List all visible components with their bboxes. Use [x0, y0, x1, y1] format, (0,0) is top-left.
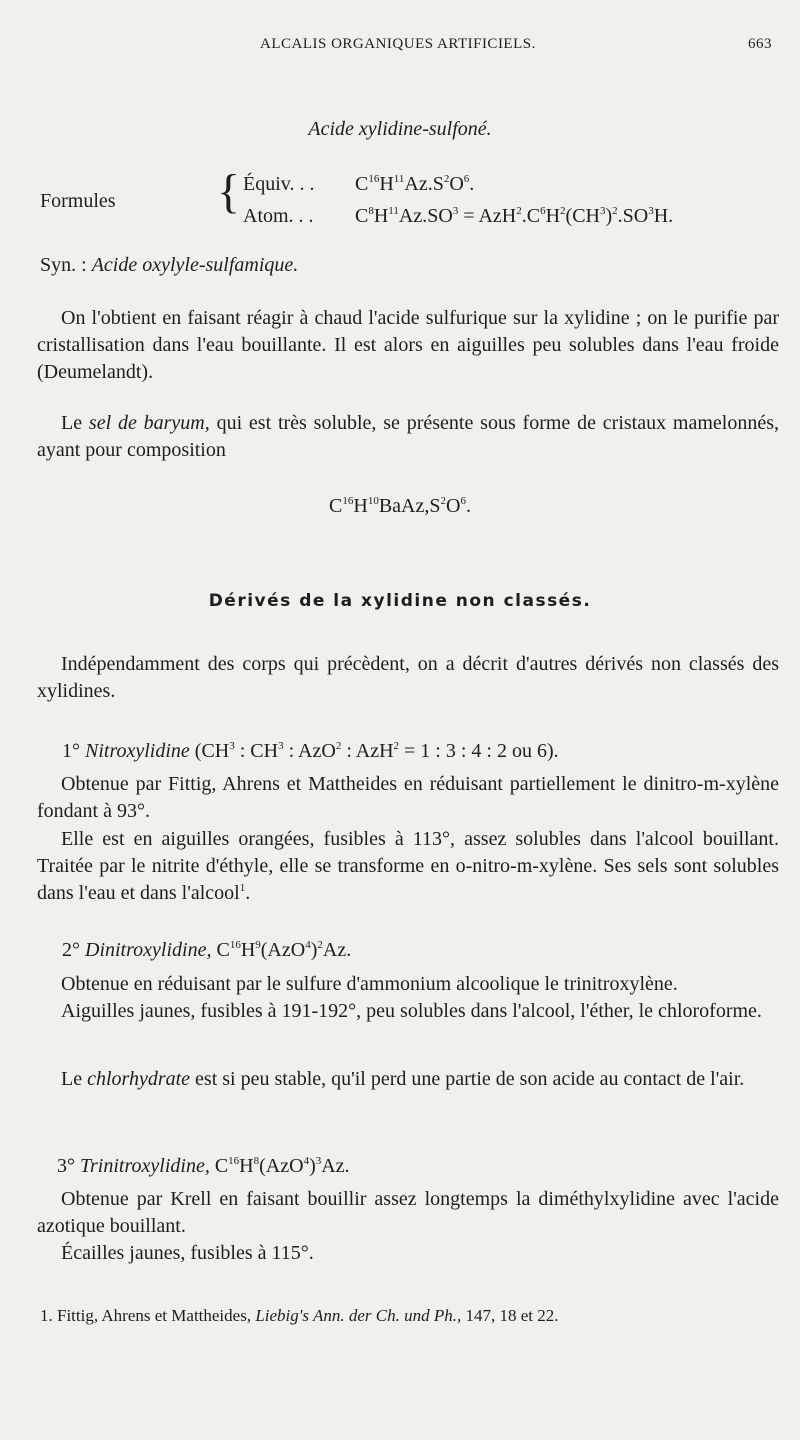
formula-text: : CH [234, 740, 279, 762]
left-brace: { [217, 165, 241, 218]
item1-paragraph-1: Obtenue par Fittig, Ahrens et Mattheides en réduisant partiellement le dinitro-m-xylène fondant à 93°. [37, 773, 779, 822]
formula-superscript: 6 [463, 173, 470, 185]
formula-text: H [379, 173, 394, 195]
footnote-authors: Fittig, Ahrens et Mattheides, [52, 1306, 256, 1325]
footnote-ref: 1 [239, 882, 246, 894]
formula-text: H [239, 1155, 254, 1177]
page-number: 663 [748, 36, 772, 52]
chlorhydrate-term: chlorhydrate [87, 1068, 191, 1090]
formula-text: : AzH [341, 740, 394, 762]
formula-superscript: 16 [229, 939, 241, 951]
equiv-formula [355, 171, 474, 197]
formula-superscript: 2 [560, 205, 566, 217]
formula-superscript: 3 [648, 205, 654, 217]
item2-title [62, 937, 351, 963]
baryum-formula [0, 493, 800, 519]
formula-text: (AzO [260, 939, 306, 961]
formula-superscript: 16 [368, 173, 380, 185]
formula-superscript: 6 [540, 205, 546, 217]
formula-superscript: 2 [443, 173, 450, 185]
item3-title [57, 1153, 350, 1179]
formula-text: C [211, 939, 230, 961]
formula-text: H [240, 939, 256, 961]
formula-superscript: 2 [317, 939, 323, 951]
formula-superscript: 3 [452, 205, 459, 217]
formula-superscript: 11 [388, 205, 399, 217]
formula-superscript: 16 [228, 1155, 240, 1167]
formula-superscript: 16 [342, 495, 354, 507]
formula-text: Az.SO [398, 205, 453, 227]
formula-text: .C [521, 205, 541, 227]
formula-superscript: 4 [303, 1155, 310, 1167]
formula-text: . [465, 495, 471, 517]
formula-text: H [353, 495, 368, 517]
item3-paragraph-2: Écailles jaunes, fusibles à 115°. [61, 1242, 314, 1264]
syn-name: Acide oxylyle-sulfamique. [91, 254, 299, 276]
formula-text: Az.S [404, 173, 444, 195]
running-title: ALCALIS ORGANIQUES ARTIFICIELS. [260, 36, 536, 52]
item2-paragraph-2: Aiguilles jaunes, fusibles à 191-192°, peu solubles dans l'alcool, l'éther, le chloroforme. [61, 1000, 762, 1022]
formula-superscript: 8 [253, 1155, 260, 1167]
formulas-label: Formules [40, 190, 116, 212]
formula-text: ) [309, 1155, 316, 1177]
syn-prefix: Syn. : [40, 254, 92, 276]
item1-formula [190, 740, 559, 762]
item2-p3-start: Le [61, 1068, 88, 1090]
item2-paragraph-3 [37, 1066, 779, 1093]
formula-superscript: 2 [516, 205, 522, 217]
item2-name: Dinitroxylidine, [85, 939, 212, 961]
paragraph-intro: Indépendamment des corps qui précèdent, on a décrit d'autres dérivés non classés des xylidines. [37, 653, 779, 702]
formula-superscript: 3 [229, 740, 235, 752]
formula-text: H [545, 205, 561, 227]
formula-text: ) [605, 205, 613, 227]
para2-start: Le [61, 412, 89, 434]
item1-p2-text: Elle est en aiguilles orangées, fusibles à 113°, assez solubles dans l'alcool bouillant. Traitée par le nitrite d'éthyle, elle se transforme en o-nitro-m-xylène. Ses sels sont solubles dans l'eau et dans l'alcool [37, 828, 779, 904]
item3-name: Trinitroxylidine, [80, 1155, 210, 1177]
formula-superscript: 3 [278, 740, 284, 752]
formula-text: H [373, 205, 389, 227]
baryum-salt-term: sel de baryum, [88, 412, 210, 434]
formula-text: H. [653, 205, 674, 227]
formula-superscript: 11 [393, 173, 405, 185]
equiv-label: Équiv. . . [243, 173, 315, 195]
formula-text: . [469, 173, 475, 195]
formula-superscript: 2 [393, 740, 400, 752]
formula-superscript: 3 [599, 205, 606, 217]
item1-name: Nitroxylidine [85, 740, 190, 762]
formula-text: .SO [617, 205, 649, 227]
formula-text: C [209, 1155, 229, 1177]
formula-superscript: 9 [255, 939, 261, 951]
formula-superscript: 6 [460, 495, 466, 507]
synonym-line [40, 252, 298, 278]
item2-p3-rest: est si peu stable, qu'il perd une partie de son acide au contact de l'air. [190, 1068, 745, 1090]
formula-text: = AzH [458, 205, 517, 227]
formula-superscript: 2 [335, 740, 342, 752]
section-heading: Dérivés de la xylidine non classés. [208, 591, 592, 611]
formula-text: (CH [189, 740, 230, 762]
formula-text: O [446, 495, 461, 517]
formula-text: ) [310, 939, 318, 961]
paragraph-baryum-salt [37, 410, 779, 464]
atom-label: Atom. . . [243, 205, 314, 227]
item2-formula [211, 939, 351, 961]
formula-superscript: 10 [367, 495, 379, 507]
formula-text: C [355, 205, 369, 227]
formula-text: = 1 : 3 : 4 : 2 ou 6). [399, 740, 559, 762]
item1-p2-end: . [245, 882, 251, 904]
paragraph-preparation: On l'obtient en faisant réagir à chaud l'acide sulfurique sur la xylidine ; on le purifie par cristallisation dans l'eau bouillante. Il est alors en aiguilles peu solubles dans l'eau froide (Deumelandt). [37, 307, 779, 383]
item3-formula [210, 1155, 350, 1177]
item2-num: 2° [62, 939, 80, 961]
footnote-number: 1. [40, 1306, 53, 1325]
item1-num: 1° [62, 740, 80, 762]
formula-superscript: 2 [612, 205, 618, 217]
item2-paragraph-1: Obtenue en réduisant par le sulfure d'ammonium alcoolique le trinitroxylène. [61, 973, 678, 995]
formula-text: Az. [321, 1155, 350, 1177]
formula-text: C [329, 495, 343, 517]
formula-text: (AzO [259, 1155, 304, 1177]
formula-text: BaAz,S [378, 495, 441, 517]
formula-text: : AzO [283, 740, 336, 762]
formula-text: C [355, 173, 369, 195]
footnote-reference: 147, 18 et 22. [461, 1306, 559, 1325]
item1-paragraph-2 [37, 826, 779, 907]
formula-text: O [449, 173, 464, 195]
formula-superscript: 8 [368, 205, 374, 217]
formula-text: Az. [322, 939, 352, 961]
item3-paragraph-1: Obtenue par Krell en faisant bouillir assez longtemps la diméthylxylidine avec l'acide azotique bouillant. [37, 1188, 779, 1237]
para2-rest: qui est très soluble, se présente sous forme de cristaux mamelonnés, ayant pour composition [37, 412, 780, 461]
formula-superscript: 2 [440, 495, 446, 507]
item3-num: 3° [57, 1155, 75, 1177]
formula-superscript: 3 [315, 1155, 322, 1167]
compound-heading: Acide xylidine-sulfoné. [308, 118, 492, 140]
formula-text: (CH [565, 205, 600, 227]
footnote-journal: Liebig's Ann. der Ch. und Ph., [255, 1306, 462, 1325]
item1-title [62, 738, 559, 764]
formula-superscript: 4 [305, 939, 311, 951]
footnote [40, 1305, 559, 1327]
atom-formula [355, 203, 673, 229]
